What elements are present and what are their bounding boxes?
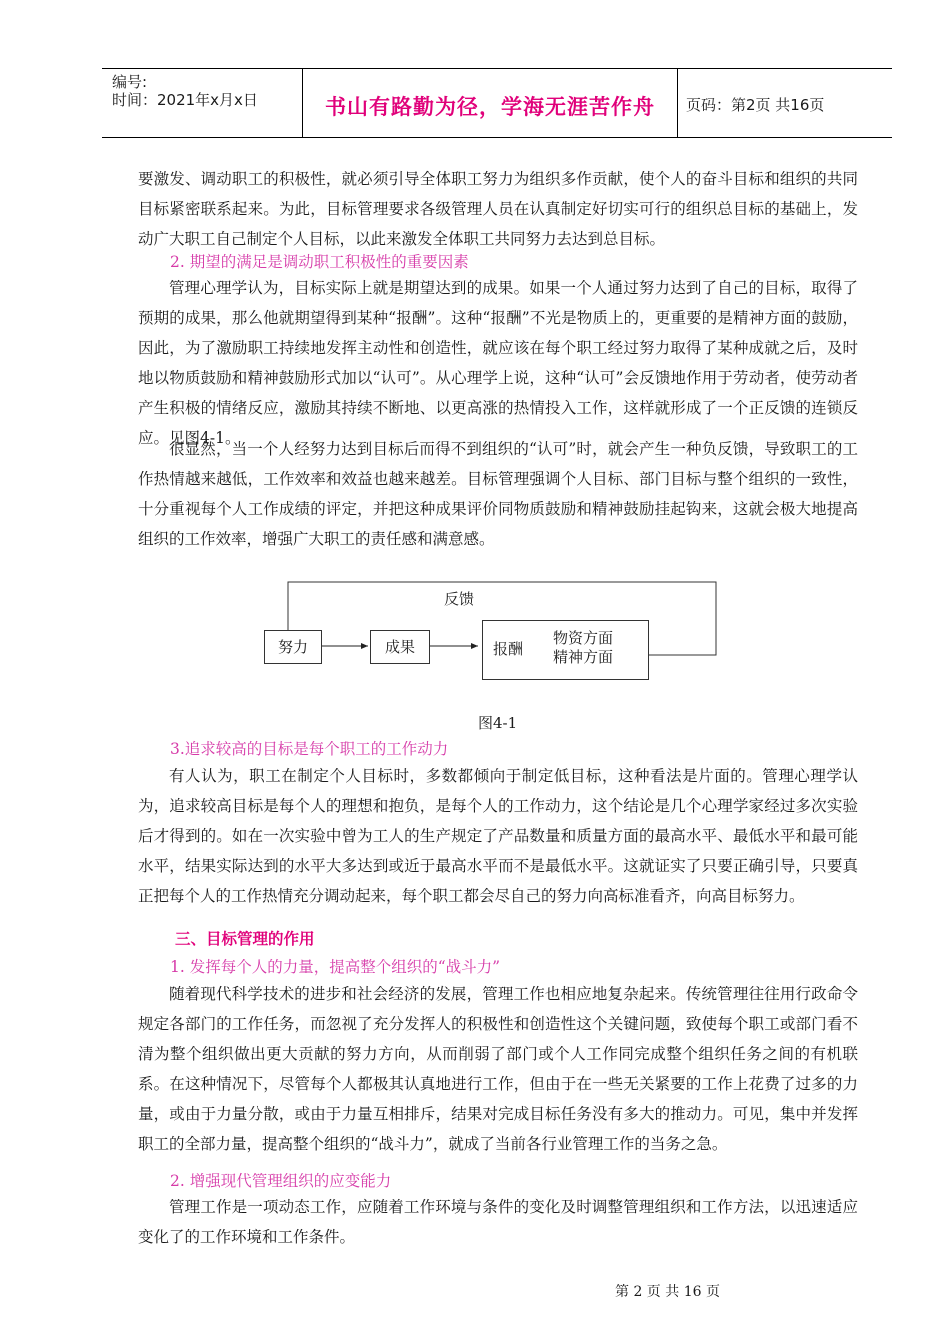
subheading-3-2: 2. 增强现代管理组织的应变能力 bbox=[170, 1172, 392, 1190]
header-page-label: 页码：第2页 共16页 bbox=[686, 96, 825, 114]
material-label: 物资方面 bbox=[553, 629, 614, 647]
header-motto: 书山有路勤为径，学海无涯苦作舟 bbox=[325, 95, 655, 119]
page-footer: 第 2 页 共 16 页 bbox=[615, 1284, 720, 1300]
effort-box bbox=[264, 630, 322, 664]
effort-label: 努力 bbox=[277, 638, 308, 656]
section-heading-3: 三、目标管理的作用 bbox=[175, 929, 315, 948]
header-time: 时间：2021年x月x日 bbox=[112, 91, 258, 109]
paragraph-1: 要激发、调动职工的积极性，就必须引导全体职工努力为组织多作贡献，使个人的奋斗目标和组织的共同目标紧密联系起来。为此，目标管理要求各级管理人员在认真制定好切实可行的组织总目标的基础上，发动广大职工自己制定个人目标，以此来激发全体职工共同努力去达到总目标。 bbox=[138, 170, 858, 248]
subheading-3-1: 1. 发挥每个人的力量，提高整个组织的“战斗力” bbox=[170, 958, 501, 976]
reward-box bbox=[482, 620, 649, 680]
paragraph-2: 管理心理学认为，目标实际上就是期望达到的成果。如果一个人通过努力达到了自己的目标，取得了预期的成果，那么他就期望得到某种“报酬”。这种“报酬”不光是物质上的，更重要的是精神方面的鼓励，因此，为了激励职工持续地发挥主动性和创造性，就应该在每个职工经过努力取得了某种成就之后，及时地以物质鼓励和精神鼓励形式加以“认可”。从心理学上说，这种“认可”会反馈地作用于劳动者，使劳动者产生积极的情绪反应，激励其持续不断地、以更高涨的热情投入工作，这样就形成了一个正反馈的连锁反应。见图4-1。 bbox=[138, 279, 858, 447]
paragraph-3: 很显然，当一个人经努力达到目标后而得不到组织的“认可”时，就会产生一种负反馈，导致职工的工作热情越来越低，工作效率和效益也越来越差。目标管理强调个人目标、部门目标与整个组织的一致性，十分重视每个人工作成绩的评定，并把这种成果评价同物质鼓励和精神鼓励挂起钩来，这就会极大地提高组织的工作效率，增强广大职工的责任感和满意感。 bbox=[138, 440, 858, 548]
paragraph-6: 管理工作是一项动态工作，应随着工作环境与条件的变化及时调整管理组织和工作方法，以迅速适应变化了的工作环境和工作条件。 bbox=[138, 1198, 858, 1246]
heading-2: 2. 期望的满足是调动职工积极性的重要因素 bbox=[170, 253, 469, 271]
header-meta bbox=[102, 69, 303, 137]
feedback-label: 反馈 bbox=[444, 590, 475, 608]
header-number: 编号: bbox=[112, 73, 148, 91]
paragraph-4: 有人认为，职工在制定个人目标时，多数都倾向于制定低目标，这种看法是片面的。管理心理学认为，追求较高目标是每个人的理想和抱负，是每个人的工作动力，这个结论是几个心理学家经过多次实验后才得到的。如在一次实验中曾为工人的生产规定了产品数量和质量方面的最高水平、最低水平和最可能水平，结果实际达到的水平大多达到或近于最高水平而不是最低水平。这就证实了只要正确引导，只要真正把每个人的工作热情充分调动起来，每个职工都会尽自己的努力向高标准看齐，向高目标努力。 bbox=[138, 767, 858, 905]
figure-caption: 图4-1 bbox=[478, 714, 518, 732]
heading-3: 3.追求较高的目标是每个职工的工作动力 bbox=[170, 740, 449, 758]
reward-label: 报酬 bbox=[493, 640, 524, 658]
result-label: 成果 bbox=[384, 638, 415, 656]
page-header bbox=[102, 68, 892, 138]
header-motto-cell bbox=[303, 69, 678, 137]
spiritual-label: 精神方面 bbox=[553, 648, 614, 666]
result-box bbox=[370, 630, 430, 664]
header-page-cell bbox=[678, 69, 892, 137]
paragraph-5: 随着现代科学技术的进步和社会经济的发展，管理工作也相应地复杂起来。传统管理往往用行政命令规定各部门的工作任务，而忽视了充分发挥人的积极性和创造性这个关键问题，致使每个职工或部门看不清为整个组织做出更大贡献的努力方向，从而削弱了部门或个人工作同完成整个组织任务之间的有机联系。在这种情况下，尽管每个人都极其认真地进行工作，但由于在一些无关紧要的工作上花费了过多的力量，或由于力量分散，或由于力量互相排斥，结果对完成目标任务没有多大的推动力。可见，集中并发挥职工的全部力量，提高整个组织的“战斗力”，就成了当前各行业管理工作的当务之急。 bbox=[138, 985, 858, 1153]
